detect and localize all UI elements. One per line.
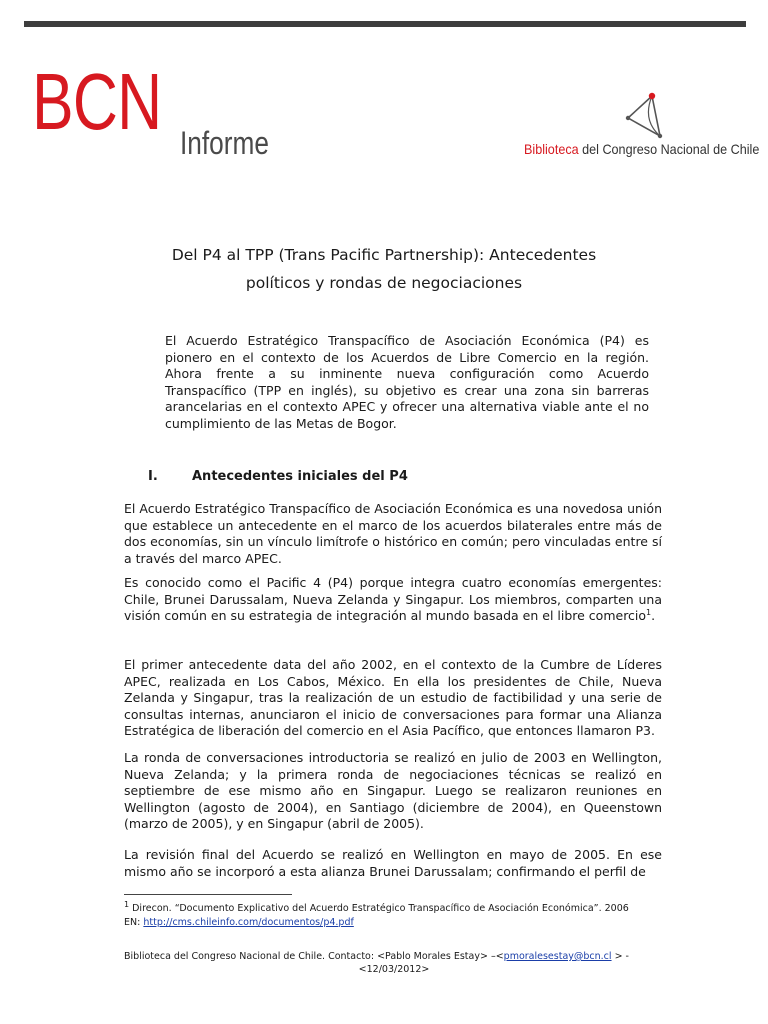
abstract — [165, 333, 649, 432]
footnote — [124, 899, 664, 930]
footnote-ref[interactable]: 1 — [646, 607, 652, 617]
footnote-text: Direcon. “Documento Explicativo del Acuerdo Estratégico Transpacífico de Asociación Económica”. 2006 — [129, 903, 629, 914]
footnote-link[interactable]: http://cms.chileinfo.com/documentos/p4.pdf — [143, 917, 354, 928]
paragraph-5: La revisión final del Acuerdo se realizó en Wellington en mayo de 2005. En ese mismo año se incorporó a esta alianza Brunei Darussalam; confirmando el perfil de — [124, 847, 662, 879]
document-title-line2: políticos y rondas de negociaciones — [245, 274, 523, 292]
paragraph-3: El primer antecedente data del año 2002, en el contexto de la Cumbre de Líderes APEC, realizada en Los Cabos, México. En ella los presidentes de Chile, Nueva Zelanda y Singapur, tras la realización de un estudio de factibilidad y una serie de consultas internas, anunciaron el inicio de conversaciones para formar una Alianza Estratégica de liberación del comercio en el Asia Pacífico, que entonces llamaron P3. — [124, 657, 662, 738]
footer-date: <12/03/2012> — [358, 964, 430, 975]
section-title: Antecedentes iniciales del P4 — [192, 469, 408, 484]
institution-name — [524, 141, 759, 157]
biblioteca-logo-icon — [620, 90, 670, 142]
document-title-line1: Del P4 al TPP (Trans Pacific Partnership): Antecedentes — [171, 246, 597, 264]
paragraph-2-text: Es conocido como el Pacific 4 (P4) porque integra cuatro economías emergentes: Chile, Brunei Darussalam, Nueva Zelanda y Singapur. Los miembros, comparten una visión común en su estrategia de integración al mundo basada en el libre comercio — [124, 575, 662, 623]
institution-name-red: Biblioteca — [524, 141, 579, 157]
footer-contact-end: > - — [611, 951, 629, 962]
informe-label: Informe — [180, 125, 269, 161]
paragraph-2-end: . — [651, 608, 656, 623]
footnote-mark: 1 — [124, 899, 130, 909]
footnote-separator — [124, 894, 292, 895]
paragraph-1: El Acuerdo Estratégico Transpacífico de Asociación Económica es una novedosa unión que establece un antecedente en el marco de los acuerdos bilaterales entre más de dos economías, sin un vínculo limítrofe o histórico en común; pero vinculadas entre sí a través del marco APEC. — [124, 501, 662, 566]
paragraph-2 — [124, 575, 662, 625]
page-footer — [124, 950, 664, 975]
abstract-text: El Acuerdo Estratégico Transpacífico de Asociación Económica (P4) es pionero en el contexto de los Acuerdos de Libre Comercio en la región. Ahora frente a su inminente nueva configuración como Acuerdo Transpacífico (TPP en inglés), su objetivo es crear una zona sin barreras arancelarias en el contexto APEC y ofrecer una alternativa viable ante el no cumplimiento de las Metas de Bogor. — [165, 333, 649, 431]
paragraph-4: La ronda de conversaciones introductoria se realizó en julio de 2003 en Wellington, Nueva Zelanda; y la primera ronda de negociaciones técnicas se realizó en septiembre de ese mismo año en Singapur. Luego se realizaron reuniones en Wellington (agosto de 2004), en Santiago (diciembre de 2004), en Queenstown (marzo de 2005), y en Singapur (abril de 2005). — [124, 750, 662, 831]
bcn-logo: BCN — [32, 57, 162, 146]
institution-name-rest: del Congreso Nacional de Chile — [578, 141, 760, 157]
section-number: I. — [148, 469, 158, 484]
footer-contact: Biblioteca del Congreso Nacional de Chile. Contacto: <Pablo Morales Estay> –< — [124, 951, 504, 962]
top-rule — [24, 21, 746, 27]
footnote-en-label: EN: — [124, 917, 144, 928]
footer-email-link[interactable]: pmoralesestay@bcn.cl — [503, 951, 612, 962]
